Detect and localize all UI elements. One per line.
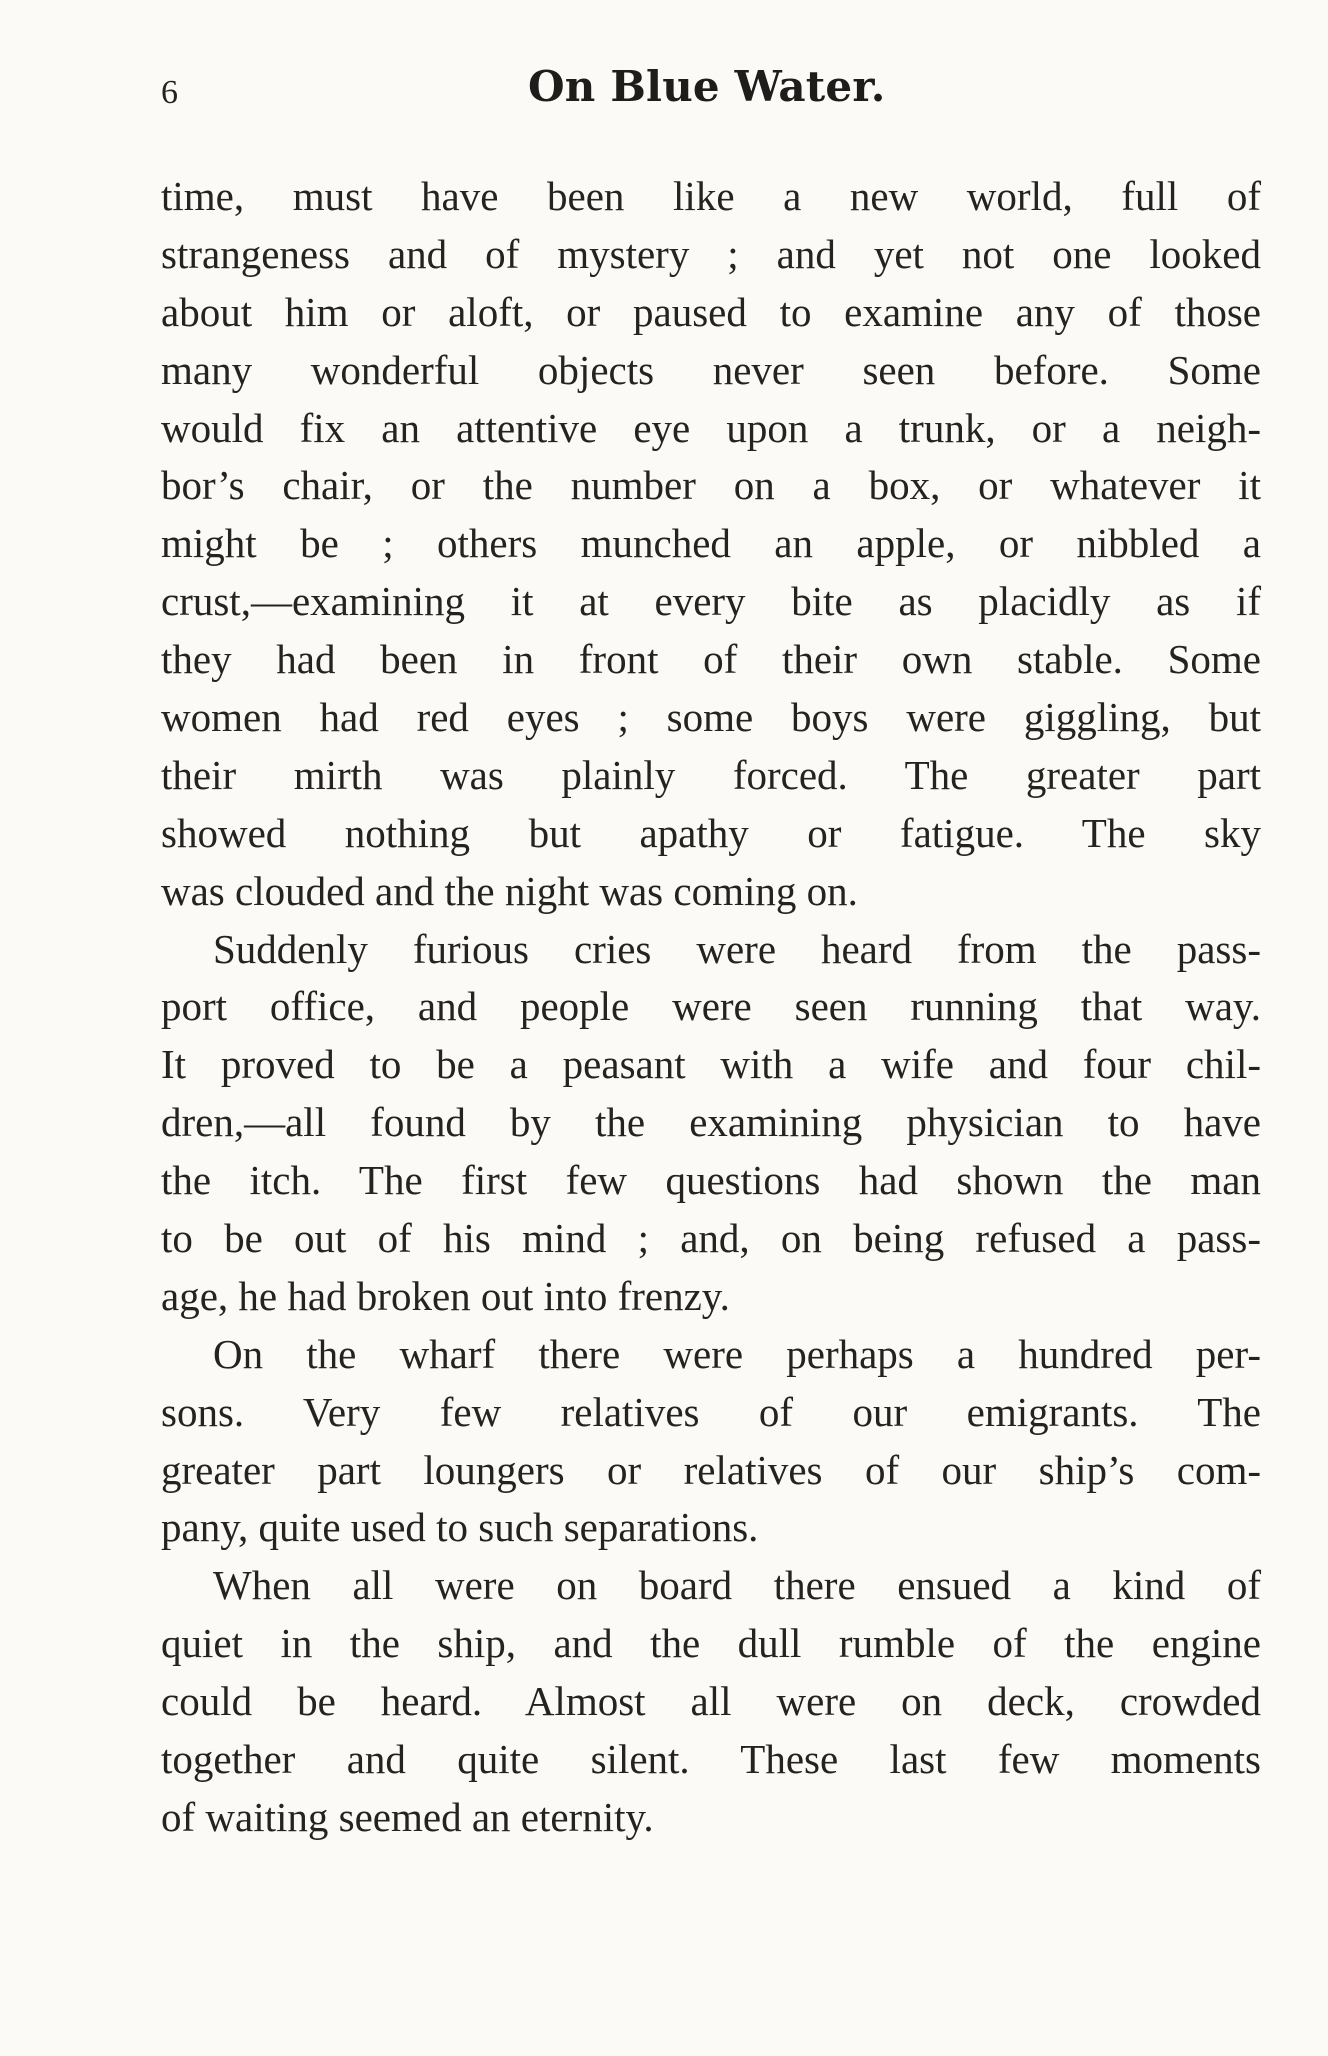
- text-line: would fix an attentive eye upon a trunk, or a neigh-: [161, 404, 1261, 451]
- text-line: was clouded and the night was coming on.: [161, 867, 858, 914]
- text-line: bor’s chair, or the number on a box, or whatever it: [161, 462, 1261, 509]
- text-line: might be ; others munched an apple, or nibbled a: [161, 520, 1261, 567]
- text-line: quiet in the ship, and the dull rumble of the engine: [161, 1620, 1261, 1667]
- text-line: sons. Very few relatives of our emigrants. The: [161, 1388, 1261, 1435]
- page-header: [0, 62, 1328, 136]
- text-line: their mirth was plainly forced. The greater part: [161, 751, 1261, 798]
- text-line: greater part loungers or relatives of our ship’s com-: [161, 1446, 1261, 1493]
- body-text: [161, 168, 1261, 1847]
- text-line: showed nothing but apathy or fatigue. The sky: [161, 809, 1261, 856]
- text-line: could be heard. Almost all were on deck, crowded: [161, 1678, 1261, 1725]
- paragraph-start-line: On the wharf there were perhaps a hundred per-: [213, 1330, 1261, 1377]
- running-title: On Blue Water.: [528, 62, 886, 111]
- paragraph-start-line: Suddenly furious cries were heard from the pass-: [213, 925, 1261, 972]
- text-line: to be out of his mind ; and, on being refused a pass-: [161, 1215, 1261, 1262]
- text-line: women had red eyes ; some boys were giggling, but: [161, 694, 1261, 741]
- page-number: 6: [161, 74, 178, 111]
- text-line: they had been in front of their own stable. Some: [161, 636, 1261, 683]
- text-line: age, he had broken out into frenzy.: [161, 1272, 730, 1319]
- text-line: about him or aloft, or paused to examine any of those: [161, 288, 1261, 335]
- text-line: pany, quite used to such separations.: [161, 1504, 759, 1551]
- text-line: It proved to be a peasant with a wife and four chil-: [161, 1041, 1261, 1088]
- text-line: crust,—examining it at every bite as placidly as if: [161, 578, 1261, 625]
- text-line: the itch. The first few questions had shown the man: [161, 1157, 1261, 1204]
- text-line: dren,—all found by the examining physician to have: [161, 1099, 1261, 1146]
- text-line: many wonderful objects never seen before. Some: [161, 346, 1261, 393]
- text-line: port office, and people were seen running that way.: [161, 983, 1261, 1030]
- text-line: time, must have been like a new world, full of: [161, 173, 1261, 219]
- paragraph-start-line: When all were on board there ensued a kind of: [213, 1562, 1261, 1609]
- text-line: together and quite silent. These last few moments: [161, 1736, 1261, 1783]
- text-line: of waiting seemed an eternity.: [161, 1793, 654, 1840]
- text-line: strangeness and of mystery ; and yet not one looked: [161, 230, 1261, 277]
